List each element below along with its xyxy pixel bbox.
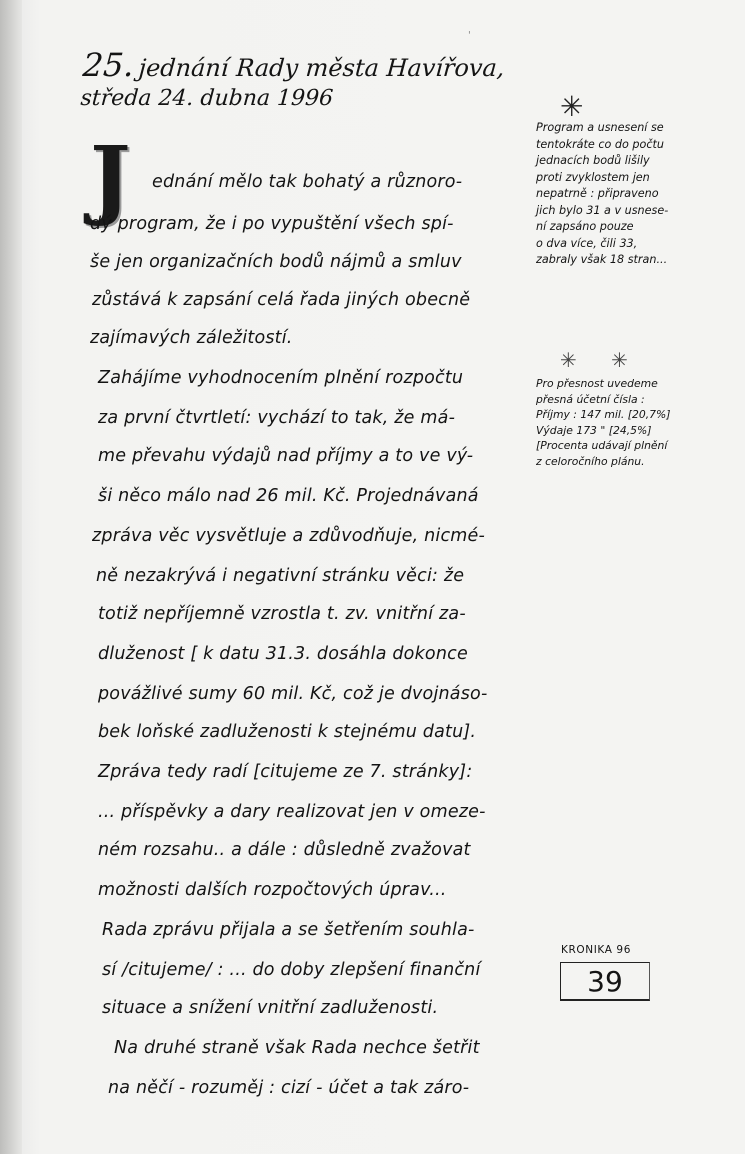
body-line: povážlivé sumy 60 mil. Kč, což je dvojnáso- <box>98 684 488 704</box>
page-number: 39 <box>587 965 623 998</box>
footnote-marker-1: ✳ <box>560 90 584 123</box>
body-line: Zahájíme vyhodnocením plnění rozpočtu <box>98 368 464 388</box>
body-line: Zpráva tedy radí [citujeme ze 7. stránky]: <box>98 762 473 782</box>
side-note-line: ní zapsáno pouze <box>536 220 634 233</box>
side-note-line: tentokráte co do počtu <box>536 137 664 151</box>
side-note-line: [Procenta udávají plnění <box>536 439 668 452</box>
entry-title-line1: jednání Rady města Havířova, <box>137 54 506 82</box>
body-line: Rada zprávu přijala a se šetřením souhla- <box>102 920 475 940</box>
side-note-line: z celoročního plánu. <box>536 454 645 468</box>
body-line: zajímavých záležitostí. <box>90 328 293 348</box>
binding-shadow <box>0 0 22 1154</box>
entry-heading <box>80 46 525 111</box>
body-line: ednání mělo tak bohatý a různoro- <box>152 172 463 192</box>
side-note-line: Pro přesnost uvedeme <box>536 377 658 390</box>
body-line: možnosti dalších rozpočtových úprav... <box>98 880 447 900</box>
side-note-line: o dva více, čili 33, <box>536 236 638 250</box>
side-note-1 <box>536 120 716 269</box>
body-line: dluženost [ k datu 31.3. dosáhla dokonce <box>98 644 468 664</box>
entry-date-line: středa 24. dubna 1996 <box>79 86 334 111</box>
paper-mark: ' <box>468 30 471 41</box>
body-line: totiž nepříjemně vzrostla t. zv. vnitřní za- <box>98 604 466 624</box>
body-line: še jen organizačních bodů nájmů a smluv <box>90 252 462 272</box>
page-number-box <box>560 962 650 1001</box>
drop-cap: J <box>90 128 131 229</box>
side-note-line: Výdaje 173 " [24,5%] <box>536 423 652 437</box>
chronicle-label: KRONIKA 96 <box>561 944 631 956</box>
side-note-line: nepatrně : připraveno <box>536 187 659 200</box>
side-note-line: jich bylo 31 a v usnese- <box>536 203 669 217</box>
body-line: me převahu výdajů nad příjmy a to ve vý- <box>98 446 474 466</box>
body-line: sí /citujeme/ : ... do doby zlepšení finanční <box>102 960 481 980</box>
body-line: ném rozsahu.. a dále : důsledně zvažovat <box>98 840 471 860</box>
body-line: na něčí - rozuměj : cizí - účet a tak záro- <box>108 1078 470 1098</box>
footnote-marker-2: ✳ ✳ <box>560 348 642 372</box>
body-line: ně nezakrývá i negativní stránku věci: že <box>96 566 465 586</box>
body-line: ... příspěvky a dary realizovat jen v omeze- <box>98 802 486 822</box>
side-note-line: přesná účetní čísla : <box>536 392 645 406</box>
body-line: situace a snížení vnitřní zadluženosti. <box>102 998 439 1018</box>
side-note-line: zabraly však 18 stran... <box>536 253 668 266</box>
side-note-line: Příjmy : 147 mil. [20,7%] <box>536 408 671 421</box>
body-line: Na druhé straně však Rada nechce šetřit <box>114 1038 480 1058</box>
body-line: zpráva věc vysvětluje a zdůvodňuje, nicmé- <box>92 526 486 546</box>
body-line: dý program, že i po vypuštění všech spí- <box>90 214 454 234</box>
body-line: zůstává k zapsání celá řada jiných obecně <box>92 290 471 310</box>
body-line: za první čtvrtletí: vychází to tak, že má- <box>98 408 456 428</box>
body-line: bek loňské zadluženosti k stejnému datu]. <box>98 722 477 742</box>
side-note-line: Program a usnesení se <box>536 121 664 134</box>
body-line: ši něco málo nad 26 mil. Kč. Projednávaná <box>98 486 479 506</box>
side-note-line: jednacích bodů lišily <box>536 154 650 167</box>
side-note-2 <box>536 376 726 469</box>
side-note-line: proti zvyklostem jen <box>536 170 650 184</box>
entry-number: 25. <box>81 46 136 84</box>
